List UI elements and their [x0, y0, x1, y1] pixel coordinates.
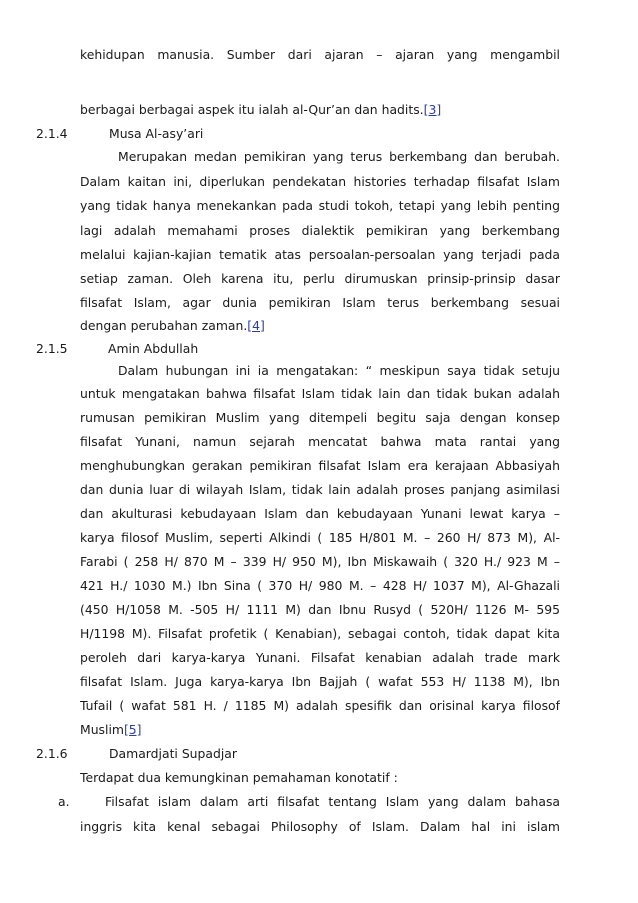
body-text-line: untuk mengatakan bahwa filsafat Islam tidak lain dan tidak bukan adalah — [80, 386, 560, 401]
body-text-line: filsafat Yunani, namun sejarah mencatat bahwa mata rantai yang — [80, 434, 560, 449]
body-text-line: melalui kajian-kajian tematik atas persoalan-persoalan yang terjadi pada — [80, 247, 560, 262]
footnote-ref-4[interactable]: [4] — [247, 318, 265, 333]
body-text-line: (450 H/1058 M. -505 H/ 1111 M) dan Ibnu Rusyd ( 520H/ 1126 M- 595 — [80, 602, 560, 617]
body-text-line: yang tidak hanya menekankan pada studi tokoh, tetapi yang lebih penting — [80, 198, 560, 213]
body-text-line: lagi adalah memahami proses dialektik pemikiran yang berkembang — [80, 223, 560, 238]
list-item-text: Filsafat islam dalam arti filsafat tentang Islam yang dalam bahasa — [105, 794, 560, 809]
body-text-line: filsafat Islam, agar dunia pemikiran Islam terus berkembang sesuai — [80, 295, 560, 310]
body-text-line — [80, 722, 142, 738]
body-text-line: Terdapat dua kemungkinan pemahaman konotatif : — [80, 770, 398, 785]
body-text-line: Dalam hubungan ini ia mengatakan: “ meskipun saya tidak setuju — [118, 363, 560, 378]
body-text-line: 421 H./ 1030 M.) Ibn Sina ( 370 H/ 980 M. – 428 H/ 1037 M), Al-Ghazali — [80, 578, 560, 593]
body-text-line: Merupakan medan pemikiran yang terus berkembang dan berubah. — [118, 149, 560, 164]
section-number: 2.1.4 — [36, 126, 68, 141]
body-text-line: menghubungkan gerakan pemikiran filsafat Islam era kerajaan Abbasiyah — [80, 458, 560, 473]
body-text: dengan perubahan zaman. — [80, 318, 248, 333]
body-text-line: kehidupan manusia. Sumber dari ajaran – ajaran yang mengambil — [80, 47, 560, 62]
section-number: 2.1.6 — [36, 746, 68, 761]
body-text-line: H/1198 M). Filsafat profetik ( Kenabian), sebagai contoh, tidak dapat kita — [80, 626, 560, 641]
section-heading: Damardjati Supadjar — [109, 746, 237, 761]
footnote-ref-5[interactable]: [5] — [123, 722, 142, 737]
body-text: berbagai berbagai aspek itu ialah al-Qur’an dan hadits. — [80, 102, 424, 117]
section-number: 2.1.5 — [36, 341, 68, 356]
list-marker: a. — [58, 794, 70, 809]
footnote-ref-3[interactable]: [3] — [423, 102, 442, 117]
body-text-line: dan dunia luar di wilayah Islam, tidak lain adalah proses panjang asimilasi — [80, 482, 560, 497]
body-text-line: filsafat Islam. Juga karya-karya Ibn Bajjah ( wafat 553 H/ 1138 M), Ibn — [80, 674, 560, 689]
body-text-line — [80, 318, 265, 334]
body-text-line: karya filosof Muslim, seperti Alkindi ( 185 H/801 M. – 260 H/ 873 M), Al- — [80, 530, 560, 545]
body-text-line: setiap zaman. Oleh karena itu, perlu dirumuskan prinsip-prinsip dasar — [80, 271, 560, 286]
body-text-line: Dalam kaitan ini, diperlukan pendekatan histories terhadap filsafat Islam — [80, 174, 560, 189]
section-heading: Musa Al-asy’ari — [109, 126, 204, 141]
body-text-line — [80, 102, 441, 118]
body-text-line: dan akulturasi kebudayaan Islam dan kebudayaan Yunani lewat karya – — [80, 506, 560, 521]
body-text-line: Tufail ( wafat 581 H. / 1185 M) adalah spesifik dan orisinal karya filosof — [80, 698, 560, 713]
list-item-text: inggris kita kenal sebagai Philosophy of Islam. Dalam hal ini islam — [80, 819, 560, 834]
section-heading: Amin Abdullah — [108, 341, 199, 356]
body-text-line: rumusan pemikiran Muslim yang ditempeli begitu saja dengan konsep — [80, 410, 560, 425]
body-text: Muslim — [80, 722, 124, 737]
body-text-line: peroleh dari karya-karya Yunani. Filsafat kenabian adalah trade mark — [80, 650, 560, 665]
body-text-line: Farabi ( 258 H/ 870 M – 339 H/ 950 M), Ibn Miskawaih ( 320 H./ 923 M – — [80, 554, 560, 569]
